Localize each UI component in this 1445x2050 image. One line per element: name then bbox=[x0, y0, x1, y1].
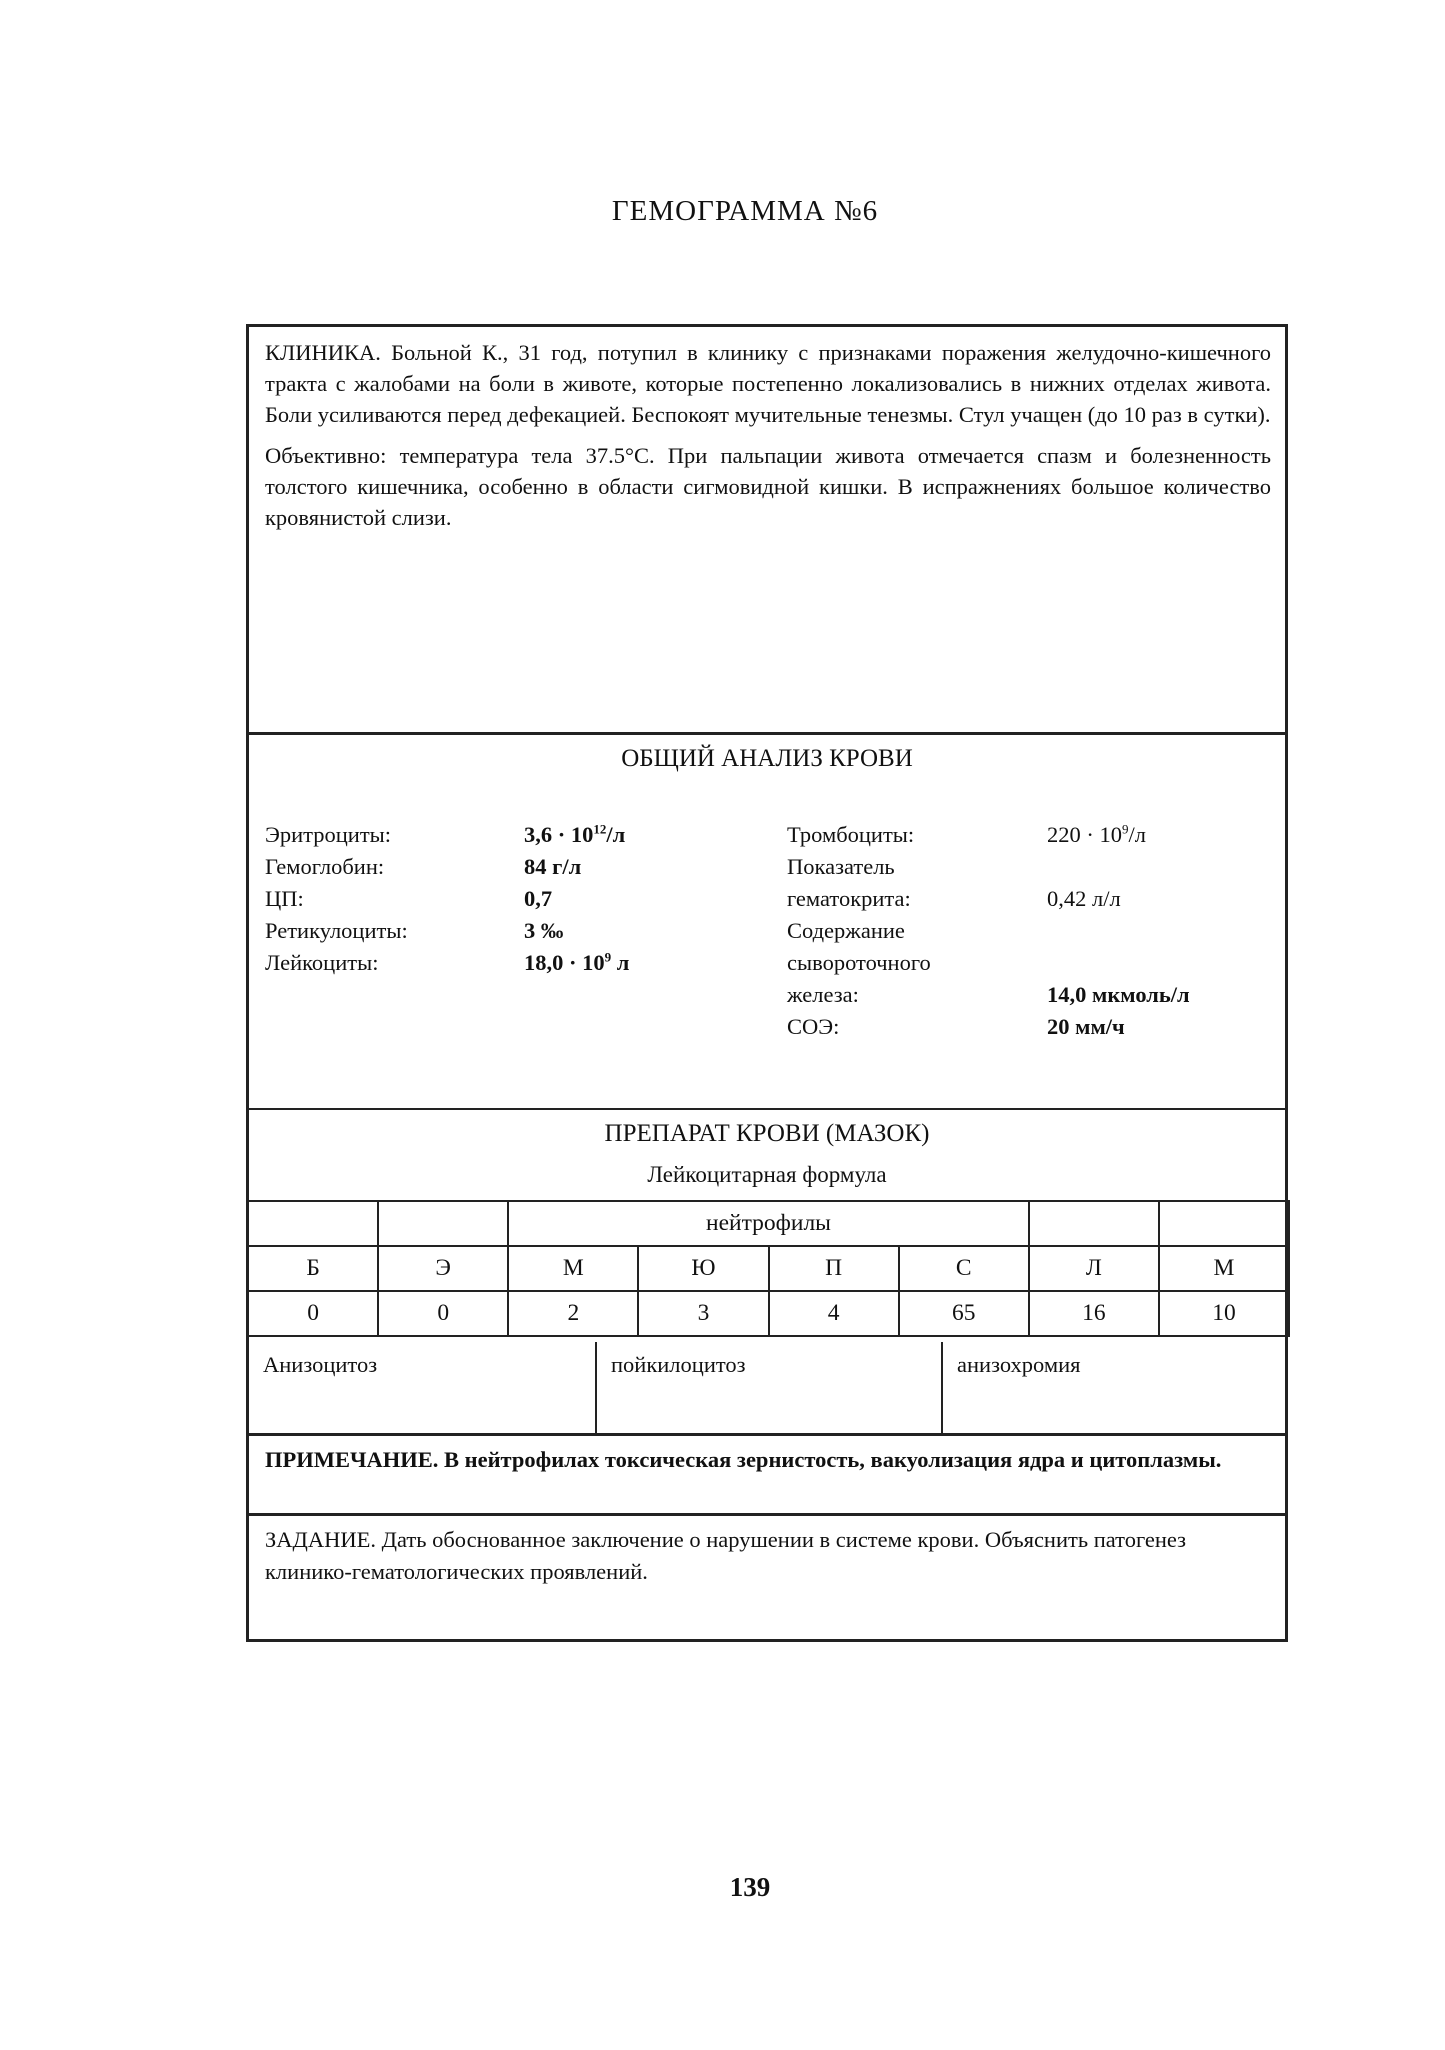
table-header-cell: Б bbox=[248, 1246, 378, 1291]
left-values bbox=[524, 819, 629, 979]
table-row bbox=[248, 1291, 1289, 1336]
table-cell bbox=[1029, 1201, 1159, 1246]
table-cell bbox=[248, 1201, 378, 1246]
table-row bbox=[248, 1246, 1289, 1291]
blood-label: сывороточного bbox=[787, 950, 931, 975]
table-cell bbox=[1159, 1201, 1289, 1246]
clinic-paragraph-objective: Объективно: температура тела 37.5°С. При пальпации живота отмечается спазм и болезненность толстого кишечника, особенно в области сигмовидной кишки. В испражнениях большое количество кровянистой слизи. bbox=[265, 443, 1271, 530]
blood-label: Тромбоциты: bbox=[787, 822, 915, 847]
left-labels bbox=[265, 819, 408, 979]
blood-label: СОЭ: bbox=[787, 1014, 840, 1039]
page-number: 139 bbox=[729, 1872, 771, 1902]
table-value-cell: 10 bbox=[1159, 1291, 1289, 1336]
table-header-cell: Л bbox=[1029, 1246, 1159, 1291]
blood-value: 0,42 л/л bbox=[1047, 886, 1121, 911]
table-header-cell: М bbox=[508, 1246, 638, 1291]
blood-label: Эритроциты: bbox=[265, 822, 392, 847]
blood-label: гематокрита: bbox=[787, 886, 911, 911]
blood-analysis-section bbox=[249, 735, 1285, 1110]
table-header-cell: Э bbox=[378, 1246, 508, 1291]
table-header-cell: С bbox=[899, 1246, 1029, 1291]
blood-value bbox=[1047, 947, 1190, 979]
table-value-cell: 4 bbox=[769, 1291, 899, 1336]
hemogram-card bbox=[246, 324, 1288, 1642]
blood-value: $220 \cdot 10^9/л$ bbox=[1047, 821, 1146, 847]
blood-label: Показатель bbox=[787, 854, 895, 879]
table-header-cell: Ю bbox=[638, 1246, 768, 1291]
blood-value: 14,0 мкмоль/л bbox=[1047, 982, 1190, 1007]
page-title: ГЕМОГРАММА №6 bbox=[611, 195, 879, 227]
blood-value: 84 г/л bbox=[524, 854, 582, 879]
blood-analysis-title: ОБЩИЙ АНАЛИЗ КРОВИ bbox=[621, 745, 913, 772]
leukocyte-formula-table bbox=[247, 1200, 1290, 1337]
blood-label: Лейкоциты: bbox=[265, 950, 379, 975]
morphology-section bbox=[249, 1342, 1285, 1436]
right-labels bbox=[787, 819, 931, 1043]
clinic-section bbox=[249, 327, 1285, 735]
smear-title: ПРЕПАРАТ КРОВИ (МАЗОК) bbox=[604, 1120, 930, 1147]
table-row bbox=[248, 1201, 1289, 1246]
task-section: ЗАДАНИЕ. Дать обоснованное заключение о нарушении в системе крови. Объяснить патогенез клинико-гематологических проявлений. bbox=[265, 1527, 1187, 1584]
blood-value: $18,0 \cdot 10^9$ л bbox=[524, 949, 630, 975]
table-value-cell: 16 bbox=[1029, 1291, 1159, 1336]
note-section: ПРИМЕЧАНИЕ. В нейтрофилах токсическая зернистость, вакуолизация ядра и цитоплазмы. bbox=[249, 1436, 1285, 1516]
blood-label: Гемоглобин: bbox=[265, 854, 385, 879]
table-value-cell: 65 bbox=[899, 1291, 1029, 1336]
blood-label: Ретикулоциты: bbox=[265, 918, 408, 943]
neutrophils-header: нейтрофилы bbox=[508, 1201, 1029, 1246]
table-value-cell: 0 bbox=[378, 1291, 508, 1336]
right-values bbox=[1047, 819, 1190, 1043]
blood-label: Содержание bbox=[787, 918, 905, 943]
table-value-cell: 3 bbox=[638, 1291, 768, 1336]
blood-value: 0,7 bbox=[524, 886, 553, 911]
anisocytosis-cell: Анизоцитоз bbox=[249, 1342, 597, 1433]
blood-value: 3 ‰ bbox=[524, 918, 564, 943]
blood-value: $3,6 \cdot 10^{12}/л$ bbox=[524, 821, 626, 847]
table-value-cell: 0 bbox=[248, 1291, 378, 1336]
blood-label: железа: bbox=[787, 982, 859, 1007]
smear-section bbox=[249, 1110, 1285, 1342]
blood-value bbox=[1047, 851, 1190, 883]
clinic-paragraph-complaints: КЛИНИКА. Больной К., 31 год, потупил в клинику с признаками поражения желудочно-кишечного тракта с жалобами на боли в животе, которые постепенно локализовались в нижних отделах живота. Боли усиливаются перед дефекацией. Беспокоят мучительные тенезмы. Стул учащен (до 10 раз в сутки). bbox=[265, 340, 1271, 427]
blood-value: 20 мм/ч bbox=[1047, 1014, 1125, 1039]
table-header-cell: П bbox=[769, 1246, 899, 1291]
table-header-cell: М bbox=[1159, 1246, 1289, 1291]
blood-label: ЦП: bbox=[265, 886, 304, 911]
blood-value bbox=[1047, 915, 1190, 947]
table-cell bbox=[378, 1201, 508, 1246]
table-value-cell: 2 bbox=[508, 1291, 638, 1336]
leukocyte-formula-subtitle: Лейкоцитарная формула bbox=[647, 1162, 887, 1187]
anisochromia-cell: анизохромия bbox=[957, 1352, 1081, 1377]
poikilocytosis-cell: пойкилоцитоз bbox=[597, 1342, 943, 1433]
